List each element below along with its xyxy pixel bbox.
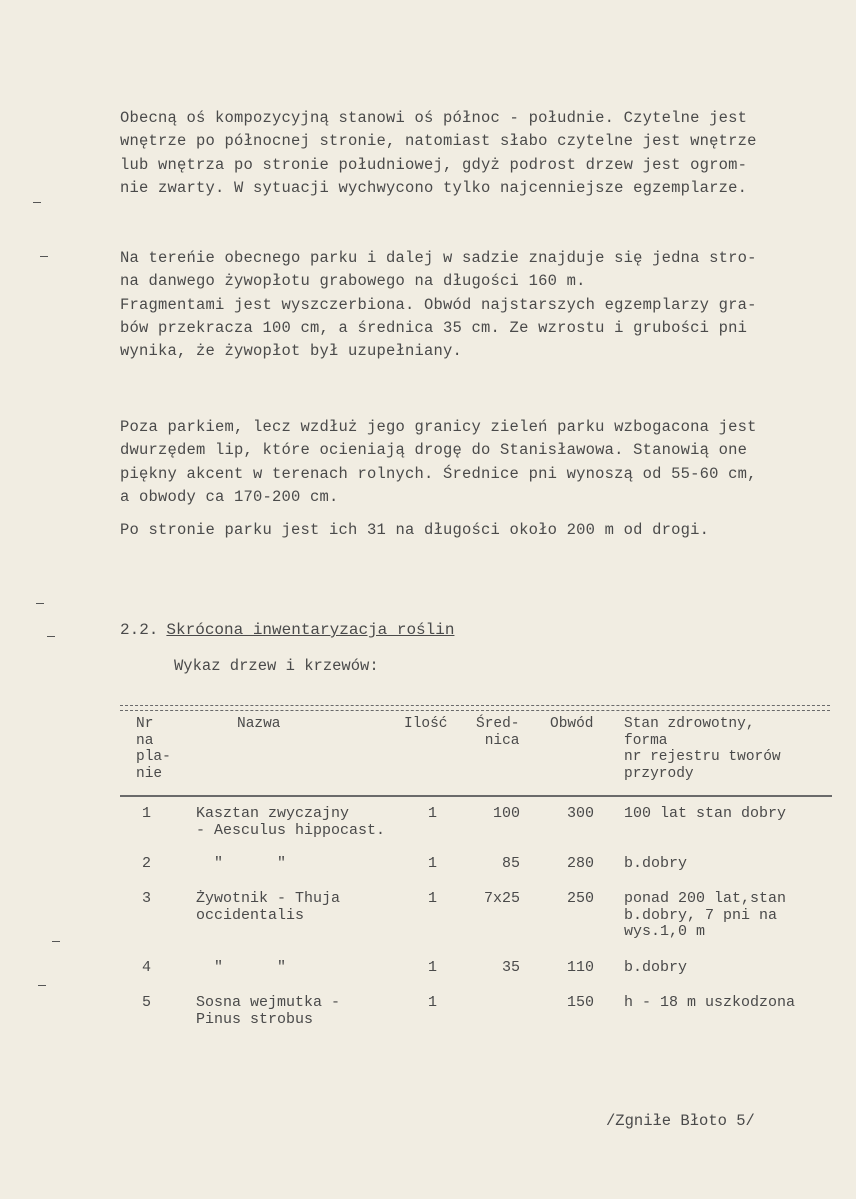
header-nazwa: Nazwa <box>237 716 281 732</box>
cell-nr: 3 <box>142 890 152 907</box>
text-line: Po stronie parku jest ich 31 na długości około 200 m od drogi. <box>120 521 710 540</box>
cell-stan: ponad 200 lat,stan b.dobry, 7 pni na wys.1,0 m <box>624 890 787 940</box>
text-line: bów przekracza 100 cm, a średnica 35 cm. Ze wzrostu i grubości pni <box>120 318 748 337</box>
cell-nr: 1 <box>142 805 152 822</box>
cell-ilosc: 1 <box>428 805 438 822</box>
text-line: Fragmentami jest wyszczerbiona. Obwód najstarszych egzemplarzy gra- <box>120 295 757 314</box>
text-line: Obecną oś kompozycyjną stanowi oś północ - południe. Czytelne jest <box>120 109 748 127</box>
margin-mark <box>47 636 55 637</box>
cell-nr: 4 <box>142 959 152 976</box>
section-heading <box>120 621 454 639</box>
text-line: a obwody ca 170-200 cm. <box>120 487 339 506</box>
cell-nazwa: Kasztan zwyczajny - Aesculus hippocast. <box>196 805 386 839</box>
cell-srednica: 7x25 <box>483 890 520 907</box>
text-line: na danwego żywopłotu grabowego na długości 160 m. <box>120 272 586 291</box>
cell-obwod: 110 <box>566 959 594 976</box>
paragraph-hedge <box>120 247 832 363</box>
cell-ilosc: 1 <box>428 994 438 1011</box>
cell-stan: b.dobry <box>624 959 688 976</box>
text-line: dwurzędem lip, które ocieniają drogę do Stanisławowa. Stanowią one <box>120 441 748 460</box>
cell-nazwa: " " <box>196 855 287 872</box>
cell-obwod: 250 <box>566 890 594 907</box>
cell-srednica: 85 <box>501 855 520 872</box>
cell-ilosc: 1 <box>428 855 438 872</box>
text-line: wnętrze po północnej stronie, natomiast słabo czytelne jest wnętrze <box>120 132 757 151</box>
section-number: 2.2. <box>120 621 159 639</box>
header-stan: Stan zdrowotny, forma nr rejestru tworów przyrody <box>624 716 781 782</box>
margin-mark <box>40 256 48 257</box>
page-footer-reference: /Zgniłe Błoto 5/ <box>606 1112 755 1130</box>
text-line: Na tereńie obecnego parku i dalej w sadzie znajduje się jedna stro- <box>120 249 757 267</box>
cell-srednica: 100 <box>492 805 520 822</box>
header-ilosc: Ilość <box>404 716 448 732</box>
text-line: nie zwarty. W sytuacji wychwycono tylko najcenniejsze egzemplarze. <box>120 178 748 197</box>
header-nr: Nr na pla- nie <box>136 716 171 782</box>
text-line: piękny akcent w terenach rolnych. Średnice pni wynoszą od 55-60 cm, <box>120 464 757 483</box>
cell-stan: 100 lat stan dobry <box>624 805 787 822</box>
table-top-rule <box>120 705 830 706</box>
cell-stan: h - 18 m uszkodzona <box>624 994 796 1011</box>
cell-ilosc: 1 <box>428 890 438 907</box>
cell-obwod: 300 <box>566 805 594 822</box>
table-header-rule <box>120 795 832 797</box>
cell-srednica: 35 <box>501 959 520 976</box>
section-title: Skrócona inwentaryzacja roślin <box>166 621 455 639</box>
paragraph-linden-row <box>120 416 832 542</box>
list-intro: Wykaz drzew i krzewów: <box>174 657 379 675</box>
margin-mark <box>52 941 60 942</box>
cell-nazwa: Sosna wejmutka - Pinus strobus <box>196 994 341 1028</box>
text-line: lub wnętrza po stronie południowej, gdyż podrost drzew jest ogrom- <box>120 155 748 174</box>
cell-nazwa: Żywotnik - Thuja occidentalis <box>196 890 341 924</box>
margin-mark <box>33 202 41 203</box>
margin-mark <box>38 985 46 986</box>
cell-ilosc: 1 <box>428 959 438 976</box>
cell-obwod: 150 <box>566 994 594 1011</box>
header-srednica: Śred- nica <box>476 716 520 749</box>
text-line: Poza parkiem, lecz wzdłuż jego granicy zieleń parku wzbogacona jest <box>120 418 757 436</box>
paragraph-composition-axis <box>120 107 832 200</box>
cell-obwod: 280 <box>566 855 594 872</box>
margin-mark <box>36 603 44 604</box>
header-obwod: Obwód <box>550 716 594 732</box>
cell-nr: 2 <box>142 855 152 872</box>
text-line: wynika, że żywopłot był uzupełniany. <box>120 342 463 361</box>
cell-nazwa: " " <box>196 959 287 976</box>
table-top-rule <box>120 710 830 711</box>
cell-stan: b.dobry <box>624 855 688 872</box>
cell-nr: 5 <box>142 994 152 1011</box>
